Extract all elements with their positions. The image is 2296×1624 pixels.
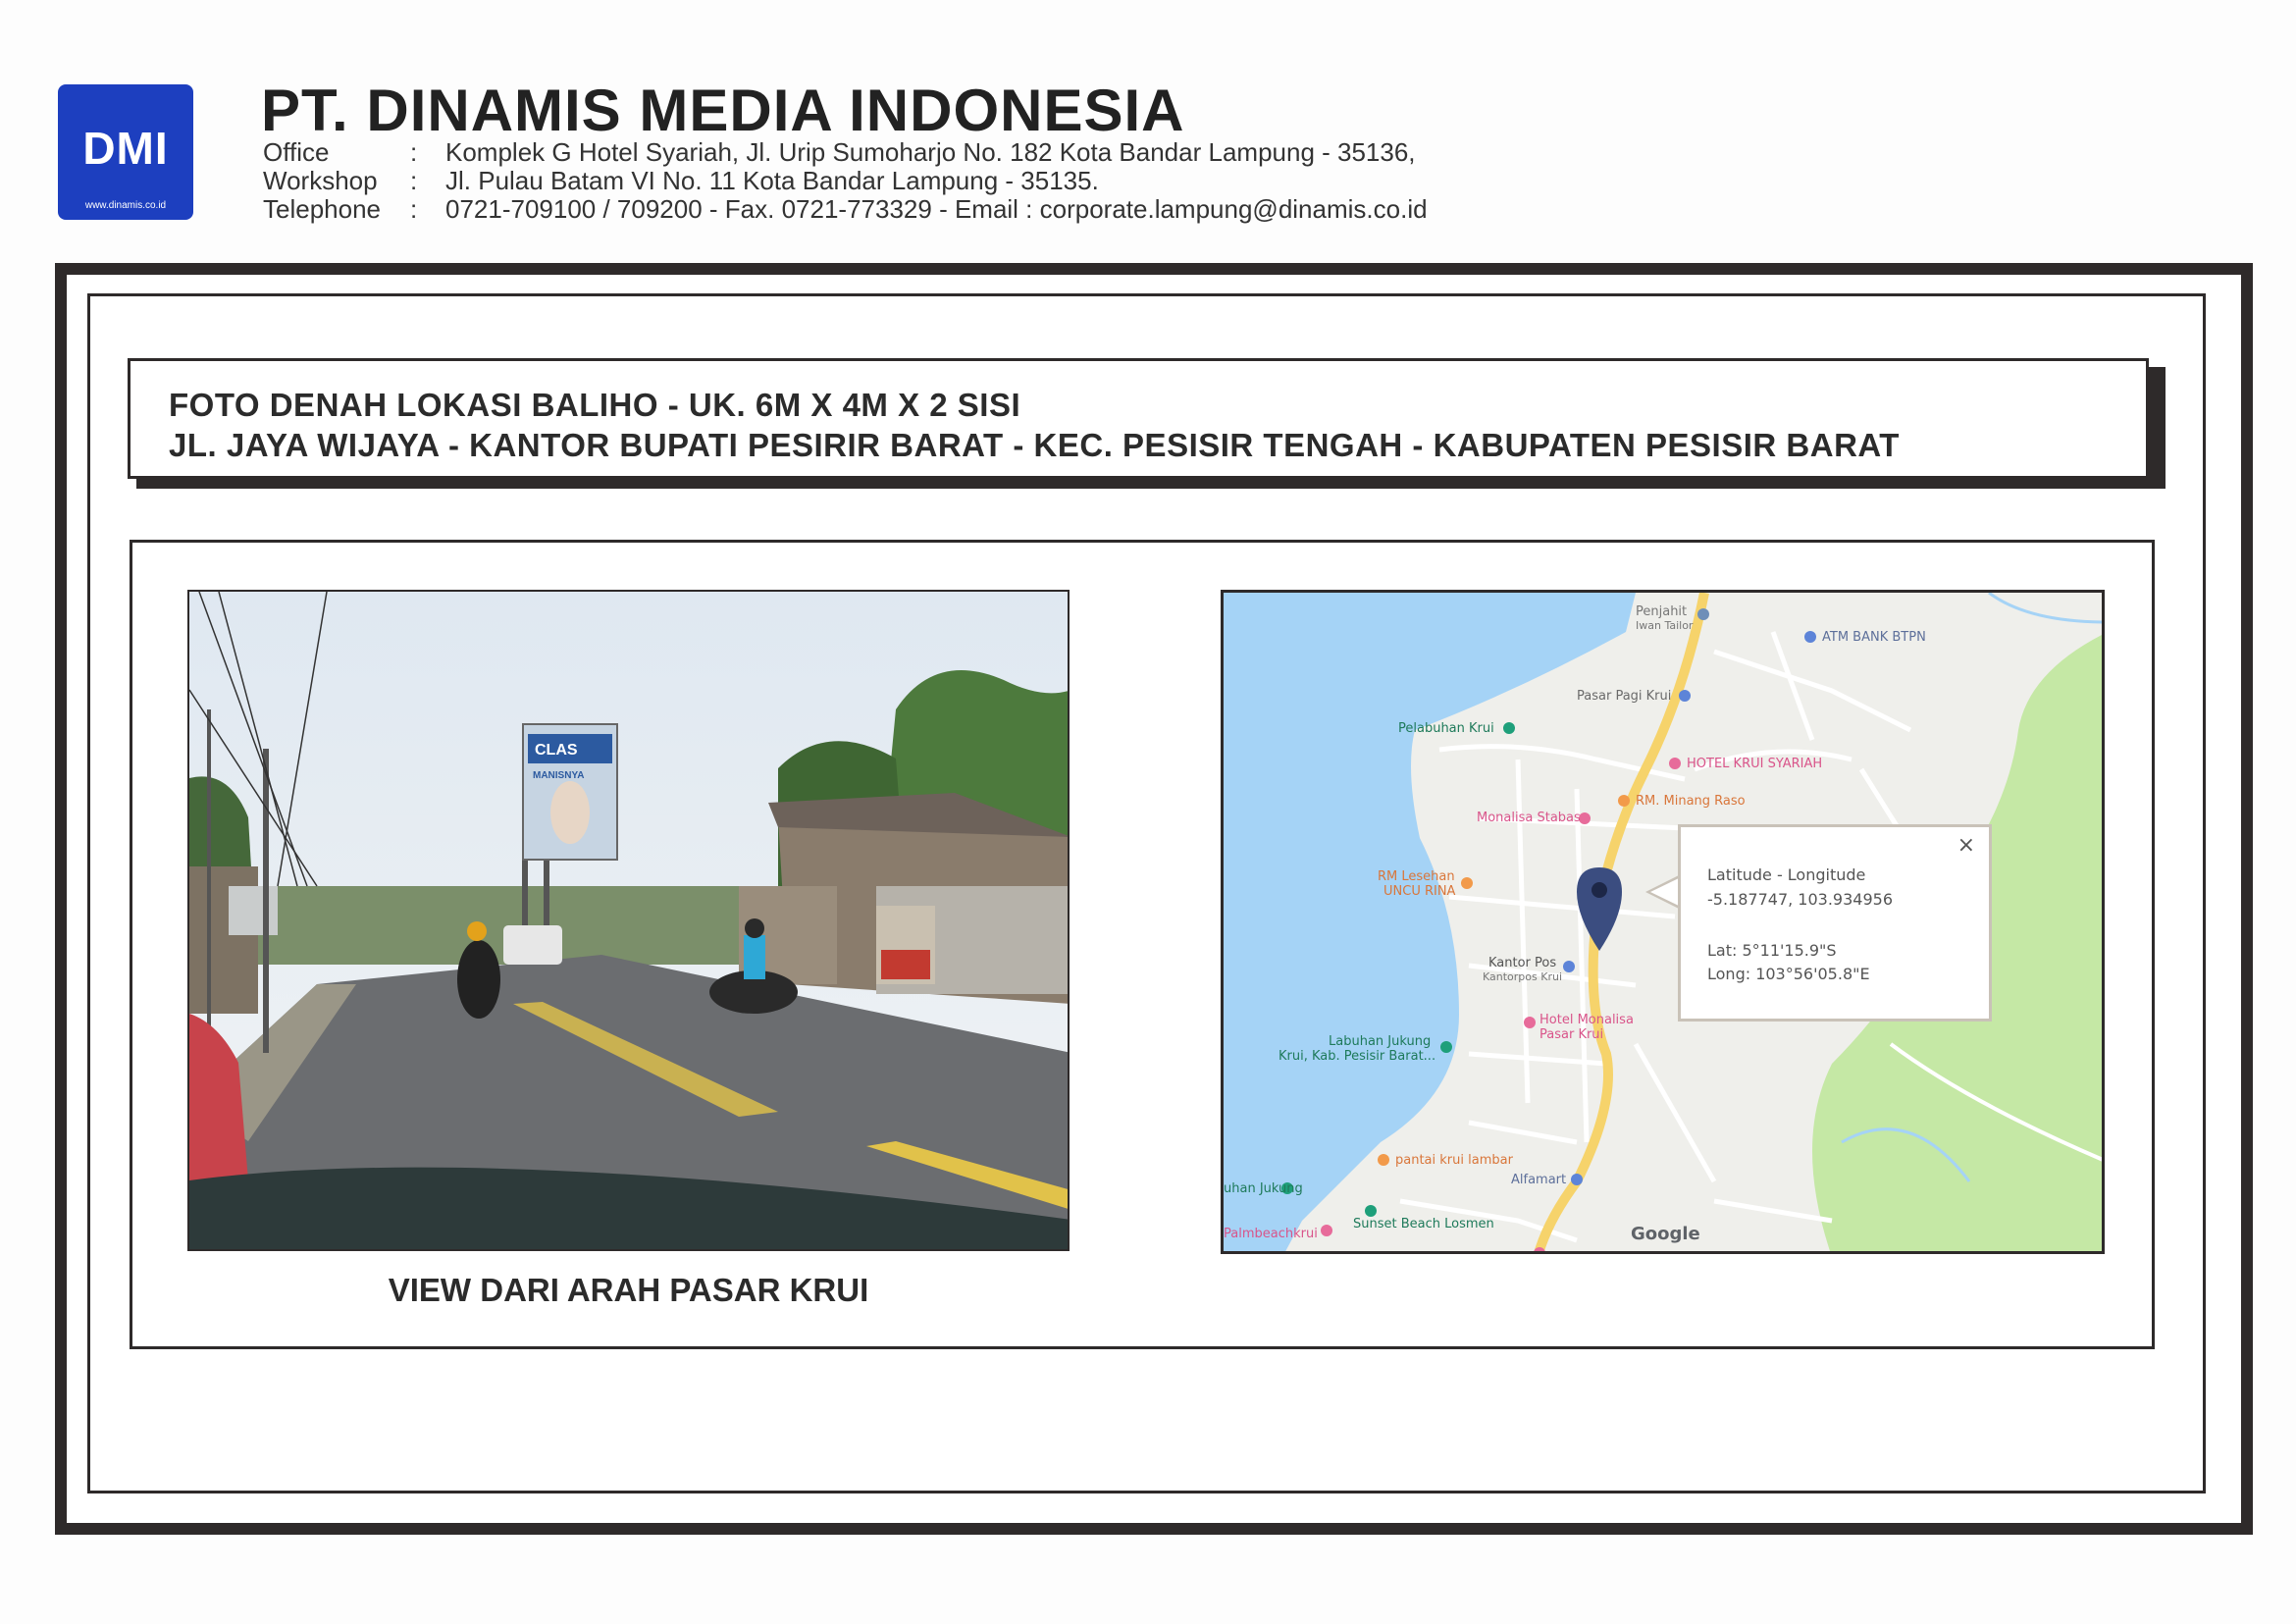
map-label-kantor-pos-sub: Kantorpos Krui <box>1483 970 1563 983</box>
map-label-atm: ATM BANK BTPN <box>1822 630 1926 645</box>
map-label-pasar-pagi: Pasar Pagi Krui <box>1577 689 1672 704</box>
map-label-iwan: Iwan Tailor <box>1636 619 1694 632</box>
contact-row-telephone <box>263 195 1428 224</box>
contact-value: Komplek G Hotel Syariah, Jl. Urip Sumoharjo No. 182 Kota Bandar Lampung - 35136, <box>445 137 1416 167</box>
title-box <box>128 358 2149 479</box>
logo-url: www.dinamis.co.id <box>84 200 167 211</box>
map-label-alfamart: Alfamart <box>1511 1173 1567 1187</box>
popup-label: Latitude - Longitude <box>1707 865 1866 884</box>
map-label-labuhan-2: Krui, Kab. Pesisir Barat... <box>1278 1049 1436 1064</box>
billboard-subtext: MANISNYA <box>533 770 585 781</box>
contact-label: Telephone <box>263 194 381 224</box>
popup-tail-fill <box>1650 877 1681 907</box>
company-logo <box>58 84 193 220</box>
map-label-kantor-pos: Kantor Pos <box>1488 956 1557 970</box>
contact-row-office <box>263 138 1428 167</box>
location-photo <box>187 590 1070 1251</box>
contact-row-workshop <box>263 167 1428 195</box>
contact-separator: : <box>410 194 418 224</box>
map-label-penjahit: Penjahit <box>1636 604 1688 619</box>
coordinates-popup <box>1678 824 1992 1022</box>
popup-long: Long: 103°56'05.8"E <box>1707 965 1870 983</box>
map-label-pelabuhan: Pelabuhan Krui <box>1398 721 1494 736</box>
popup-coords: -5.187747, 103.934956 <box>1707 890 1893 909</box>
map-label-lesehan-2: UNCU RINA <box>1383 884 1456 899</box>
popup-lat: Lat: 5°11'15.9"S <box>1707 941 1837 960</box>
contact-separator: : <box>410 137 418 167</box>
map-label-sunset: Sunset Beach Losmen <box>1353 1217 1494 1231</box>
map-label-minang: RM. Minang Raso <box>1636 794 1746 809</box>
map-label-labuhan-1: Labuhan Jukung <box>1329 1034 1432 1049</box>
title-line-1: FOTO DENAH LOKASI BALIHO - UK. 6M X 4M X 2 SISI <box>169 387 1021 423</box>
contact-label: Office <box>263 137 330 167</box>
map-label-monalisa: Monalisa Stabas <box>1477 811 1581 825</box>
contact-value: 0721-709100 / 709200 - Fax. 0721-773329 - Email : corporate.lampung@dinamis.co.id <box>445 194 1428 224</box>
contact-label: Workshop <box>263 166 378 195</box>
map-label-hotel-krui: HOTEL KRUI SYARIAH <box>1687 757 1823 771</box>
map-label-jukung: uhan Jukung <box>1224 1181 1303 1196</box>
logo-text: DMI <box>82 123 169 174</box>
google-logo: Google <box>1631 1224 1700 1244</box>
contact-separator: : <box>410 166 418 195</box>
billboard-text: CLAS <box>535 742 578 759</box>
street-scene-image <box>189 592 1070 1251</box>
company-name: PT. DINAMIS MEDIA INDONESIA <box>261 78 1185 143</box>
map-label-lesehan-1: RM Lesehan <box>1378 869 1455 884</box>
map-label-hotel-monalisa-2: Pasar Krui <box>1539 1027 1604 1042</box>
map-label-palmbeach: Palmbeachkrui <box>1224 1227 1318 1241</box>
map-label-pantai: pantai krui lambar <box>1395 1153 1513 1168</box>
photo-caption: VIEW DARI ARAH PASAR KRUI <box>388 1272 869 1308</box>
contact-value: Jl. Pulau Batam VI No. 11 Kota Bandar Lampung - 35135. <box>445 166 1099 195</box>
close-icon[interactable]: × <box>1957 833 1975 858</box>
title-line-2: JL. JAYA WIJAYA - KANTOR BUPATI PESIRIR BARAT - KEC. PESISIR TENGAH - KABUPATEN PESISIR BARAT <box>169 427 1900 463</box>
map-label-hotel-monalisa-1: Hotel Monalisa <box>1539 1013 1634 1027</box>
contact-info <box>263 138 1428 224</box>
